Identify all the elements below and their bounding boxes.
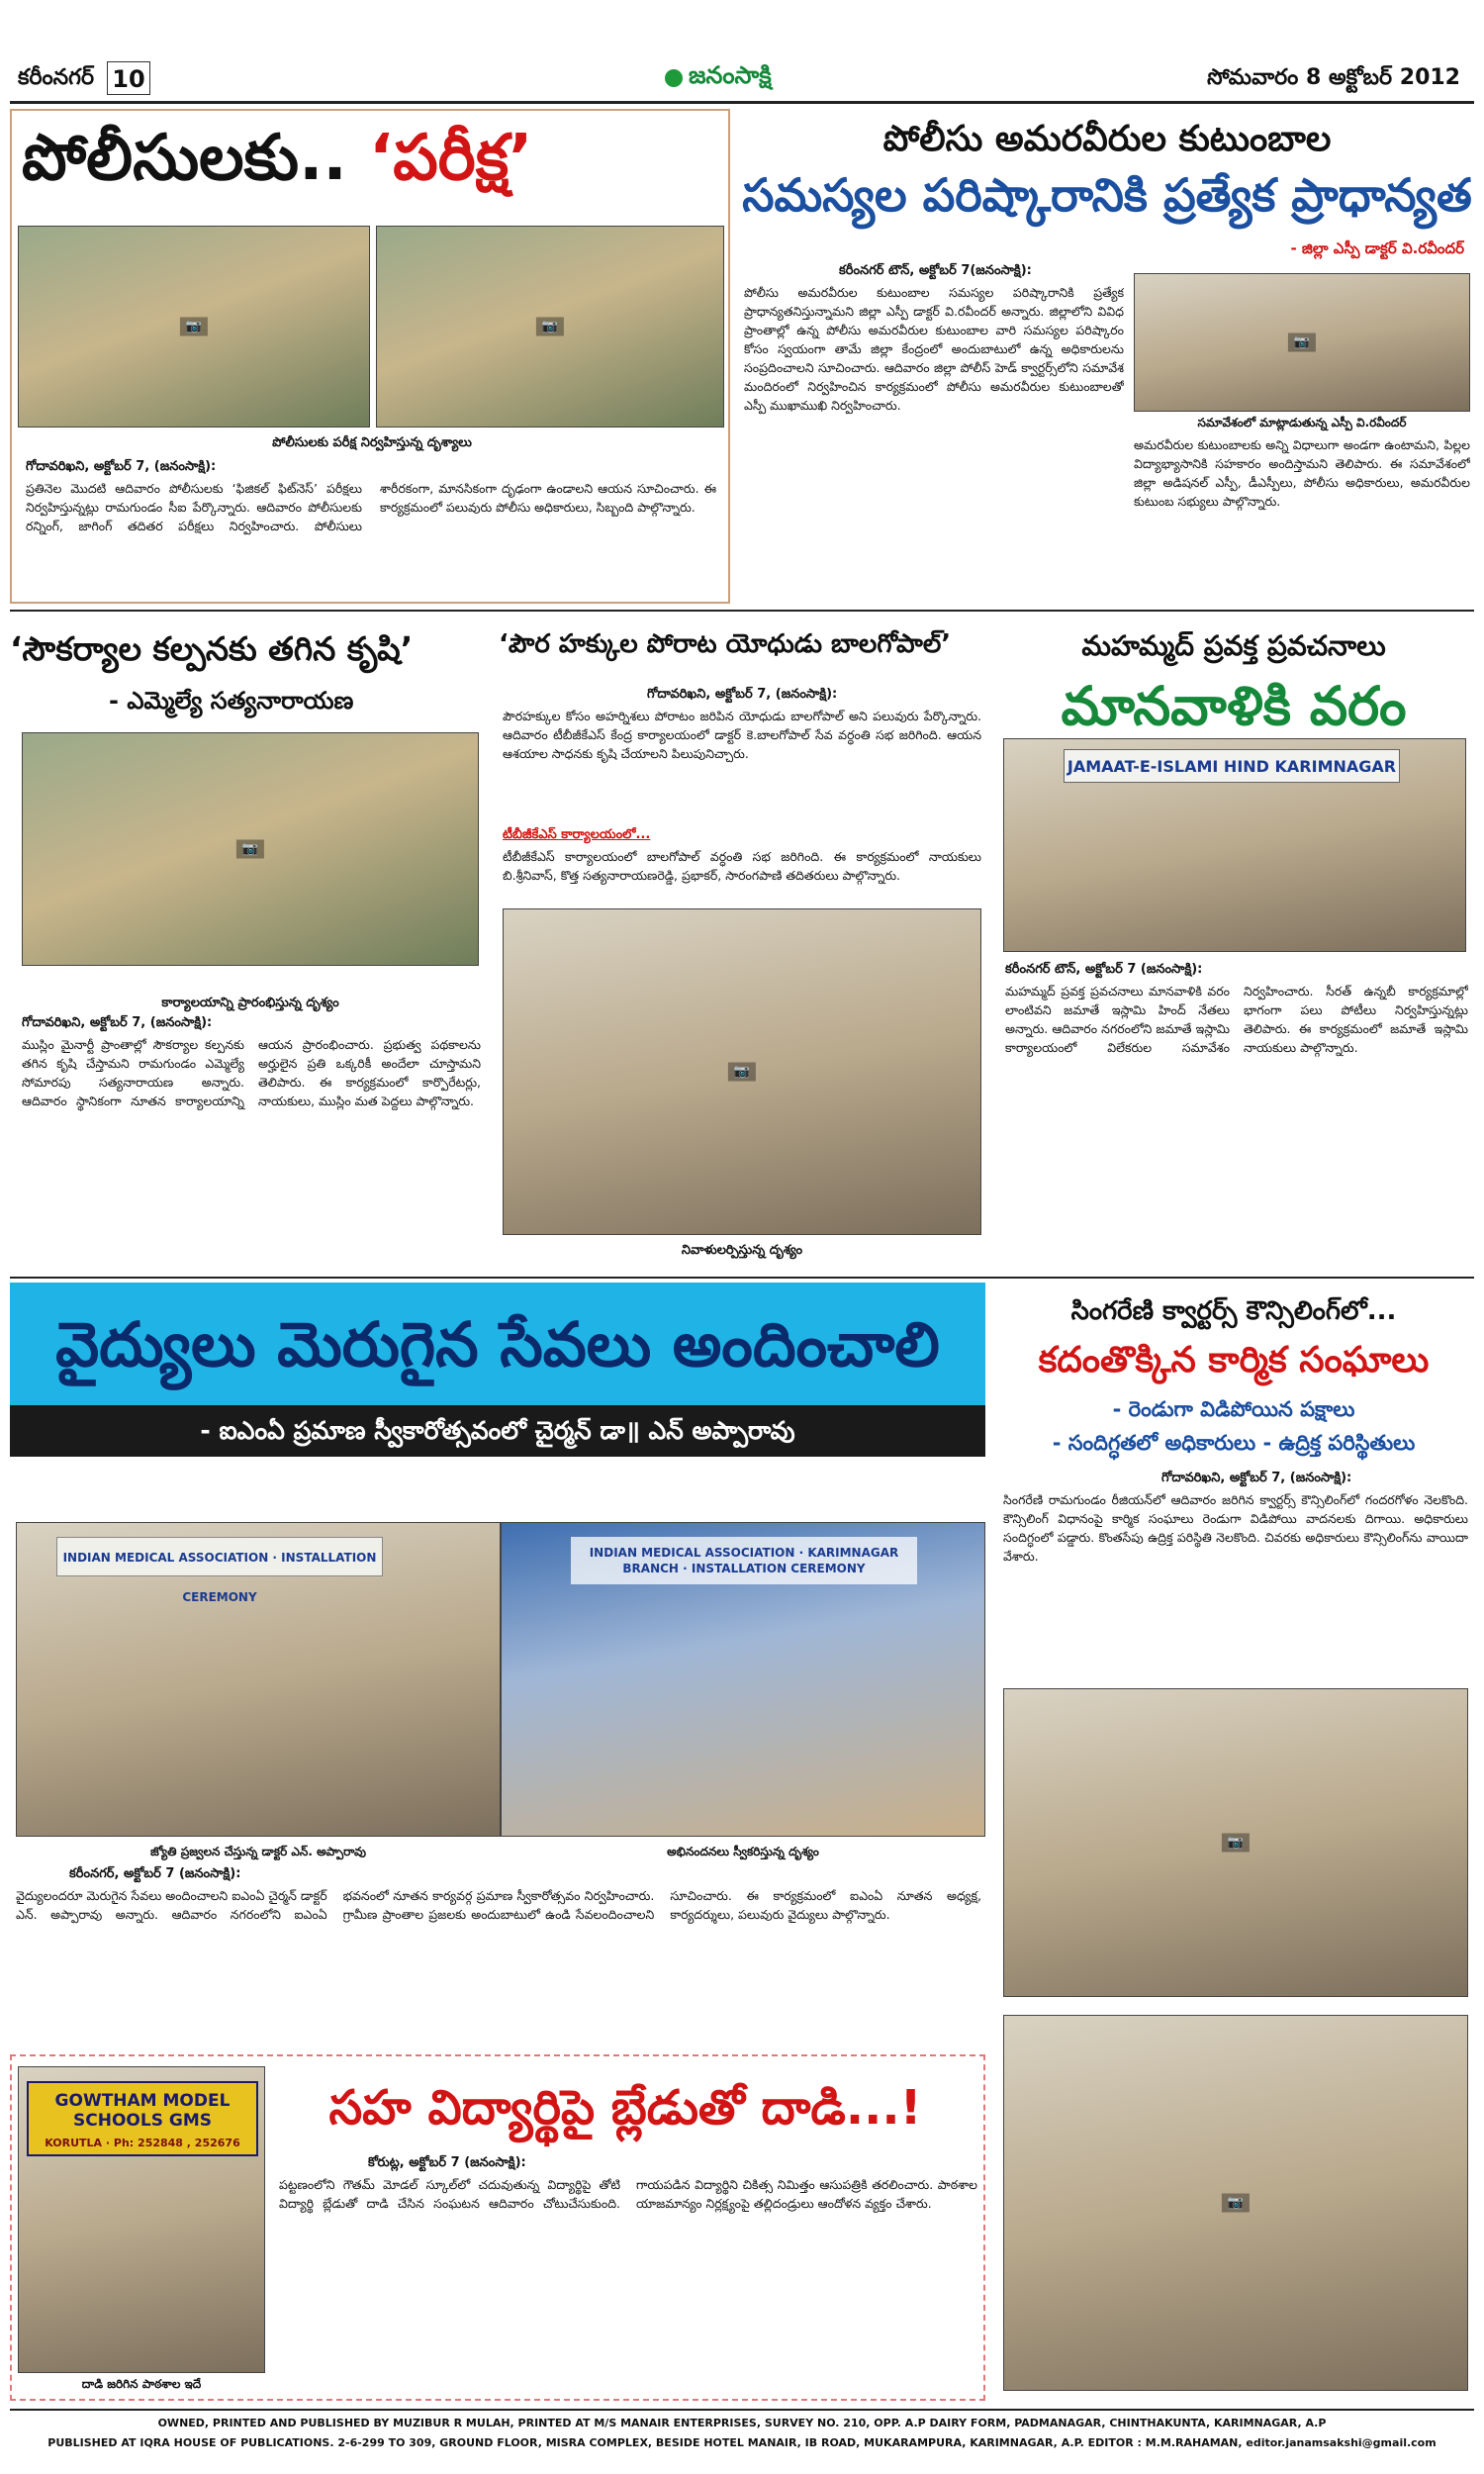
- story7-bullet-1: - రెండుగా విడిపోయిన పక్షాలు: [1112, 1397, 1355, 1421]
- story7-body: సింగరేణి రామగుండం రీజియన్‌లో ఆదివారం జరిగిన క్వార్టర్స్ కౌన్సిలింగ్‌లో గందరగోళం నెలకొంది. కౌన్సిలింగ్ విధానంపై కార్మిక సంఘాలు రెండుగా విడిపోయి వాదనలకు దిగాయి. అధికారులు సందిగ్ధంలో పడ్డారు. కొంతసేపు ఉద్రిక్త పరిస్థితి నెలకొంది. చివరకు అధికారులు కౌన్సిలింగ్‌ను వాయిదా వేశారు.: [1003, 1492, 1468, 1564]
- school-sign: [27, 2081, 258, 2156]
- story2-headline: సమస్యల పరిష్కారానికి ప్రత్యేక ప్రాధాన్యత: [742, 168, 1472, 222]
- story-blade-attack: [10, 2054, 985, 2401]
- story6-dateline: కరీంనగర్, అక్టోబర్ 7 (జనంసాక్షి):: [69, 1866, 241, 1881]
- story6-photo2-banner: INDIAN MEDICAL ASSOCIATION · KARIMNAGAR BRANCH · INSTALLATION CEREMONY: [571, 1537, 917, 1584]
- story1-photo-1: 📷: [18, 226, 370, 428]
- story5-kicker: మహమ్మద్ ప్రవక్త ప్రవచనాలు: [1081, 629, 1386, 662]
- story4-photo: 📷: [503, 908, 981, 1235]
- story7-kicker: సింగరేణి క్వార్టర్స్ కౌన్సిలింగ్‌లో...: [1070, 1296, 1397, 1326]
- story7-bullet-2: - సందిగ్ధతలో అధికారులు - ఉద్రిక్త పరిస్థితులు: [1052, 1431, 1416, 1455]
- story4-photo-caption: నివాళులర్పిస్తున్న దృశ్యం: [681, 1243, 803, 1258]
- page-number: 10: [107, 61, 150, 95]
- story6-headline-band: [10, 1283, 985, 1405]
- story7-photo-2: 📷: [1003, 2015, 1468, 2391]
- story5-headline: మానవాళికి వరం: [1061, 675, 1407, 737]
- story5-dateline: కరీంనగర్ టౌన్, అక్టోబర్ 7 (జనంసాక్షి):: [1005, 962, 1203, 977]
- story8-photo-caption: దాడి జరిగిన పాఠశాల ఇదే: [81, 2377, 202, 2391]
- story2-photo: 📷: [1134, 273, 1470, 412]
- story4-headline: ‘పౌర హక్కుల పోరాట యోధుడు బాలగోపాల్’: [499, 629, 952, 659]
- story1-headline-b: ‘పరీక్ష’: [368, 122, 533, 195]
- header-date: సోమవారం 8 అక్టోబర్ 2012: [1207, 65, 1460, 90]
- story7-dateline: గోదావరిఖని, అక్టోబర్ 7, (జనంసాక్షి):: [1161, 1471, 1352, 1485]
- section-rule-2: [10, 1277, 1474, 1279]
- story8-headline: సహ విద్యార్థిపై బ్లేడుతో దాడి...!: [328, 2080, 922, 2136]
- footer-line-1: OWNED, PRINTED AND PUBLISHED BY MUZIBUR R MULAH, PRINTED AT M/S MANAIR ENTERPRISES, SURVEY NO. 210, OPP. A.P DAIRY FORM, PADMANAGAR, CHINTHAKUNTA, KARIMNAGAR, A.P: [157, 2417, 1327, 2429]
- story2-dateline: కరీంనగర్ టౌన్, అక్టోబర్ 7(జనంసాక్షి):: [839, 263, 1032, 278]
- story-balagopal: [499, 618, 985, 1271]
- story2-kicker: పోలీసు అమరవీరుల కుటుంబాల: [882, 119, 1332, 159]
- story6-photo-2: [501, 1522, 985, 1837]
- story5-body: మహమ్మద్ ప్రవక్త ప్రవచనాలు మానవాళికి వరం లాంటివని జమాతే ఇస్లామి హింద్ నేతలు అన్నారు. ఆదివారం నగరంలోని జమాతే ఇస్లామి కార్యాలయంలో విలేకరుల సమావేశం నిర్వహించారు. సీరత్ ఉన్నబీ కార్యక్రమాల్లో భాగంగా పలు పోటీలు నిర్వహిస్తున్నట్లు తెలిపారు. ఈ కార్యక్రమంలో జమాతే ఇస్లామి నాయకులు పాల్గొన్నారు.: [1005, 984, 1468, 1055]
- footer-rule: [10, 2409, 1474, 2411]
- story4-subhead: టీబీజీకేఎస్ కార్యాలయంలో...: [503, 827, 651, 842]
- story3-headline: ‘సౌకర్యాల కల్పనకు తగిన కృషి’: [10, 629, 414, 668]
- story8-dateline: కోరుట్ల, అక్టోబర్ 7 (జనంసాక్షి):: [368, 2155, 526, 2170]
- story3-byline: - ఎమ్మెల్యే సత్యనారాయణ: [109, 687, 354, 714]
- header-rule: [10, 101, 1474, 104]
- story6-photo1-banner: INDIAN MEDICAL ASSOCIATION · INSTALLATION CEREMONY: [56, 1537, 383, 1576]
- story8-body: పట్టణంలోని గౌతమ్ మోడల్ స్కూల్‌లో చదువుతున్న విద్యార్థిపై తోటి విద్యార్థి బ్లేడుతో దాడి చేసిన సంఘటన ఆదివారం చోటుచేసుకుంది. గాయపడిన విద్యార్థిని చికిత్స నిమిత్తం ఆసుపత్రికి తరలించారు. పాఠశాల యాజమాన్యం నిర్లక్ష్యంపై తల్లిదండ్రులు ఆందోళన వ్యక్తం చేశారు.: [279, 2177, 977, 2211]
- story5-banner: JAMAAT-E-ISLAMI HIND KARIMNAGAR: [1064, 749, 1400, 783]
- footer-line-2: PUBLISHED AT IQRA HOUSE OF PUBLICATIONS. 2-6-299 TO 309, GROUND FLOOR, MISRA COMPLEX, BESIDE HOTEL MANAIR, IB ROAD, MUKARAMPURA, KARIMNAGAR, A.P. EDITOR : M.M.RAHAMAN, editor.janamsakshi@gmail.com: [47, 2436, 1437, 2449]
- story2-byline: - జిల్లా ఎస్పీ డాక్టర్ వి.రవీందర్: [1290, 239, 1464, 257]
- story6-subheadline: - ఐఎంఏ ప్రమాణ స్వీకారోత్సవంలో చైర్మన్ డా॥ ఎన్ అప్పారావు: [200, 1416, 795, 1445]
- story2-body-2: అమరవీరుల కుటుంబాలకు అన్ని విధాలుగా అండగా ఉంటామని, పిల్లల విద్యాభ్యాసానికి సహకారం అందిస్తామని తెలిపారు. ఈ సమావేశంలో జిల్లా అడిషనల్ ఎస్పీ, డీఎస్పీలు, పోలీసు అధికారులు, అమరవీరుల కుటుంబ సభ్యులు పాల్గొన్నారు.: [1134, 437, 1470, 509]
- story-prophet-teachings: [993, 618, 1474, 1271]
- story7-photo-1: 📷: [1003, 1688, 1468, 1997]
- story6-caption-2: అభినందనలు స్వీకరిస్తున్న దృశ్యం: [667, 1845, 819, 1858]
- story2-photo-caption: సమావేశంలో మాట్లాడుతున్న ఎస్పీ వి.రవీందర్: [1197, 416, 1407, 429]
- story4-body: పౌరహక్కుల కోసం అహర్నిశలు పోరాటం జరిపిన యోధుడు బాలగోపాల్ అని పలువురు పేర్కొన్నారు. ఆదివారం టీబీజీకేఎస్ కేంద్ర కార్యాలయంలో డాక్టర్ కె.బాలగోపాల్ సేవ వర్ధంతి సభ జరిగింది. ఆయన ఆశయాల సాధనకు కృషి చేయాలని పిలుపునిచ్చారు.: [503, 709, 981, 761]
- story-singareni: [993, 1283, 1474, 2401]
- story-facilities: [10, 618, 491, 1271]
- story5-photo: [1003, 738, 1466, 952]
- story8-photo: [18, 2066, 265, 2373]
- story4-dateline: గోదావరిఖని, అక్టోబర్ 7, (జనంసాక్షి):: [647, 687, 838, 702]
- story6-body: వైద్యులందరూ మెరుగైన సేవలు అందించాలని ఐఎంఏ చైర్మన్ డాక్టర్ ఎన్. అప్పారావు అన్నారు. ఆదివారం నగరంలోని ఐఎంఏ భవనంలో నూతన కార్యవర్గ ప్రమాణ స్వీకారోత్సవం నిర్వహించారు. గ్రామీణ ప్రాంతాల ప్రజలకు అందుబాటులో ఉండి సేవలందించాలని సూచించారు. ఈ కార్యక్రమంలో ఐఎంఏ నూతన అధ్యక్ష, కార్యదర్శులు, పలువురు వైద్యులు పాల్గొన్నారు.: [16, 1888, 981, 1922]
- logo-leaf-icon: [665, 69, 683, 87]
- story1-headline-a: పోలీసులకు..: [22, 122, 347, 195]
- story6-caption-1: జ్యోతి ప్రజ్వలన చేస్తున్న డాక్టర్ ఎన్. అప్పారావు: [149, 1845, 367, 1858]
- story4-body-2: టీబీజీకేఎస్ కార్యాలయంలో బాలగోపాల్ వర్ధంతి సభ జరిగింది. ఈ కార్యక్రమంలో నాయకులు బి.శ్రీనివాస్, కొత్త సత్యనారాయణరెడ్డి, ప్రభాకర్, సారంగపాణి తదితరులు పాల్గొన్నారు.: [503, 849, 981, 883]
- story2-body: పోలీసు అమరవీరుల కుటుంబాల సమస్యల పరిష్కారానికి ప్రత్యేక ప్రాధాన్యతనిస్తున్నామని జిల్లా ఎస్పీ డాక్టర్ వి.రవీందర్ అన్నారు. జిల్లాలోని వివిధ ప్రాంతాల్లో ఉన్న పోలీసు అమరవీరుల కుటుంబాల వారి సమస్యల పరిష్కారం కోసం స్వయంగా తామే జిల్లా కేంద్రంలో అందుబాటులో ఉన్న అధికారులను సంప్రదించాలని సూచించారు. ఆదివారం జిల్లా పోలీస్ హెడ్ క్వార్టర్స్‌లోని సమావేశ మందిరంలో నిర్వహించిన కార్యక్రమంలో పోలీసు అమరవీరుల కుటుంబాలతో ఎస్పీ ముఖాముఖి నిర్వహించారు.: [744, 285, 1124, 413]
- section-rule-1: [10, 610, 1474, 612]
- story3-photo-caption: కార్యాలయాన్ని ప్రారంభిస్తున్న దృశ్యం: [161, 996, 339, 1010]
- story1-photo-2: 📷: [376, 226, 724, 428]
- story-ima: [10, 1283, 985, 2045]
- story1-dateline: గోదావరిఖని, అక్టోబర్ 7, (జనంసాక్షి):: [26, 459, 217, 474]
- school-sign-sub: KORUTLA · Ph: 252848 , 252676: [45, 2137, 240, 2149]
- story3-body: ముస్లిం మైనార్టీ ప్రాంతాల్లో సౌకర్యాల కల్పనకు తగిన కృషి చేస్తామని రామగుండం ఎమ్మెల్యే సోమారపు సత్యనారాయణ అన్నారు. ఆదివారం స్థానికంగా నూతన కార్యాలయాన్ని ఆయన ప్రారంభించారు. ప్రభుత్వ పథకాలను అర్హులైన ప్రతి ఒక్కరికీ అందేలా చూస్తామని తెలిపారు. ఈ కార్యక్రమంలో కార్పొరేటర్లు, నాయకులు, ముస్లిం మత పెద్దలు పాల్గొన్నారు.: [22, 1037, 481, 1108]
- story7-headline: కదంతొక్కిన కార్మిక సంఘాలు: [1038, 1340, 1430, 1380]
- brand-name: జనంసాక్షి: [689, 61, 772, 89]
- story6-photo-1: [16, 1522, 501, 1837]
- story-police-test: [10, 109, 730, 604]
- story1-body: ప్రతినెల మొదటి ఆదివారం పోలీసులకు ‘ఫిజికల్ ఫిట్‌నెస్’ పరీక్షలు నిర్వహిస్తున్నట్లు రామగుండం సీఐ పేర్కొన్నారు. ఆదివారం పోలీసులకు రన్నింగ్, జాగింగ్ తదితర పరీక్షలు నిర్వహించారు. పోలీసులు శారీరకంగా, మానసికంగా దృఢంగా ఉండాలని ఆయన సూచించారు. ఈ కార్యక్రమంలో పలువురు పోలీసు అధికారులు, సిబ్బంది పాల్గొన్నారు.: [26, 481, 716, 533]
- masthead-logo: [655, 59, 782, 97]
- story1-photo-caption: పోలీసులకు పరీక్ష నిర్వహిస్తున్న దృశ్యాలు: [272, 435, 472, 450]
- story1-headline: [22, 122, 533, 195]
- story6-subheadline-band: [10, 1405, 985, 1457]
- story-martyrs-families: [740, 109, 1474, 604]
- story3-photo: 📷: [22, 732, 479, 966]
- school-sign-name: GOWTHAM MODEL SCHOOLS GMS: [54, 2091, 231, 2131]
- header-place: కరీంనగర్: [18, 65, 95, 90]
- story3-dateline: గోదావరిఖని, అక్టోబర్ 7, (జనంసాక్షి):: [22, 1015, 213, 1030]
- story6-headline: వైద్యులు మెరుగైన సేవలు అందించాలి: [55, 1308, 940, 1380]
